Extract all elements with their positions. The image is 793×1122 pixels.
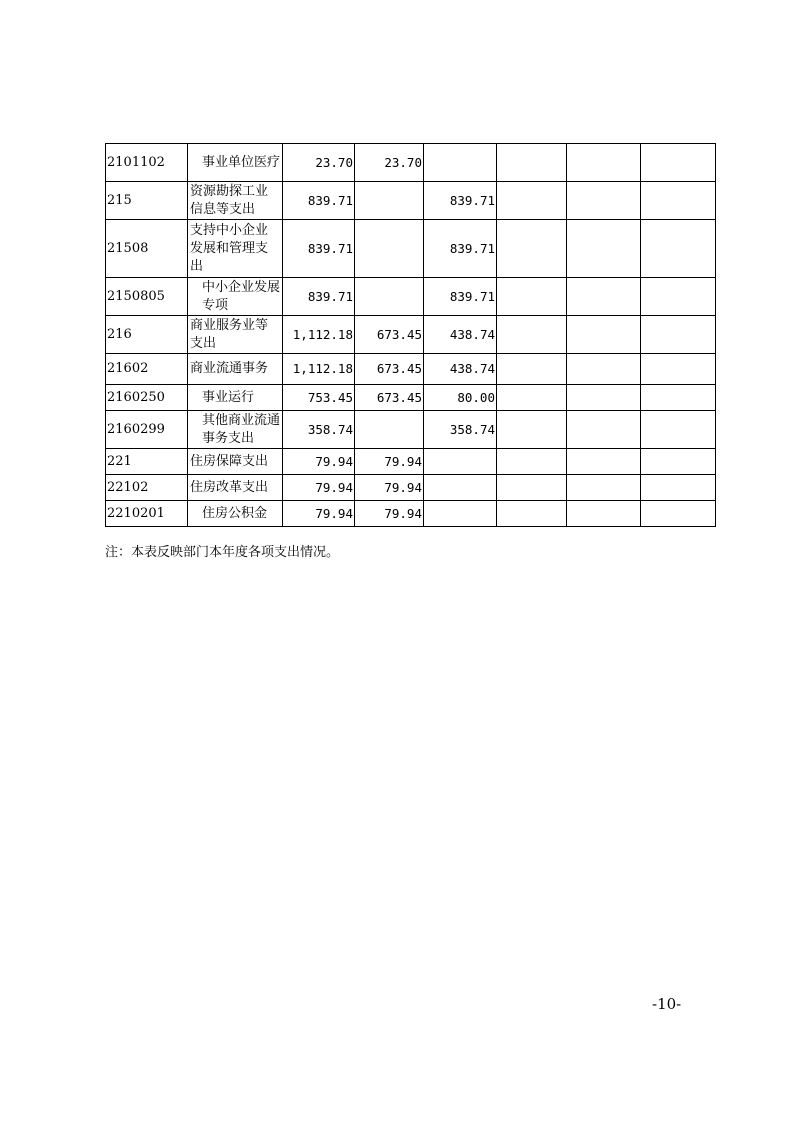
code-cell: 2160299: [106, 411, 188, 449]
basic-cell: 79.94: [355, 475, 424, 501]
total-cell: 1,112.18: [283, 354, 355, 385]
name-cell: 中小企业发展专项: [188, 278, 283, 316]
project-cell: [424, 501, 497, 527]
name-cell: 商业流通事务: [188, 354, 283, 385]
col6-cell: [641, 449, 716, 475]
table-note: 注：本表反映部门本年度各项支出情况。: [105, 545, 340, 560]
table-row: [106, 144, 716, 182]
table-row: [106, 449, 716, 475]
col5-cell: [567, 144, 641, 182]
project-cell: 839.71: [424, 182, 497, 220]
project-cell: [424, 144, 497, 182]
project-cell: 80.00: [424, 385, 497, 411]
total-cell: 358.74: [283, 411, 355, 449]
col4-cell: [497, 278, 567, 316]
basic-cell: 673.45: [355, 385, 424, 411]
basic-cell: [355, 278, 424, 316]
total-cell: 79.94: [283, 501, 355, 527]
name-cell: 资源勘探工业信息等支出: [188, 182, 283, 220]
col5-cell: [567, 354, 641, 385]
col4-cell: [497, 354, 567, 385]
expenditure-table: [105, 143, 716, 527]
col5-cell: [567, 475, 641, 501]
total-cell: 1,112.18: [283, 316, 355, 354]
total-cell: 23.70: [283, 144, 355, 182]
code-cell: 221: [106, 449, 188, 475]
table-row: [106, 278, 716, 316]
col4-cell: [497, 316, 567, 354]
table-row: [106, 220, 716, 278]
code-cell: 21508: [106, 220, 188, 278]
total-cell: 79.94: [283, 475, 355, 501]
basic-cell: [355, 220, 424, 278]
code-cell: 21602: [106, 354, 188, 385]
name-cell: 事业运行: [188, 385, 283, 411]
table-row: [106, 501, 716, 527]
col6-cell: [641, 220, 716, 278]
code-cell: 216: [106, 316, 188, 354]
table-body: [106, 144, 716, 527]
col6-cell: [641, 182, 716, 220]
project-cell: 438.74: [424, 354, 497, 385]
col4-cell: [497, 475, 567, 501]
code-cell: 2210201: [106, 501, 188, 527]
basic-cell: 673.45: [355, 354, 424, 385]
name-cell: 事业单位医疗: [188, 144, 283, 182]
col4-cell: [497, 501, 567, 527]
col6-cell: [641, 501, 716, 527]
name-cell: 其他商业流通事务支出: [188, 411, 283, 449]
code-cell: 2160250: [106, 385, 188, 411]
total-cell: 753.45: [283, 385, 355, 411]
col6-cell: [641, 354, 716, 385]
col6-cell: [641, 475, 716, 501]
name-cell: 住房公积金: [188, 501, 283, 527]
col4-cell: [497, 449, 567, 475]
col5-cell: [567, 449, 641, 475]
name-cell: 住房改革支出: [188, 475, 283, 501]
col6-cell: [641, 144, 716, 182]
col5-cell: [567, 316, 641, 354]
col4-cell: [497, 220, 567, 278]
basic-cell: 79.94: [355, 449, 424, 475]
project-cell: 358.74: [424, 411, 497, 449]
col4-cell: [497, 411, 567, 449]
table-row: [106, 475, 716, 501]
code-cell: 2150805: [106, 278, 188, 316]
table-row: [106, 354, 716, 385]
code-cell: 22102: [106, 475, 188, 501]
basic-cell: 23.70: [355, 144, 424, 182]
code-cell: 215: [106, 182, 188, 220]
col6-cell: [641, 411, 716, 449]
col5-cell: [567, 411, 641, 449]
table-row: [106, 316, 716, 354]
project-cell: [424, 475, 497, 501]
code-cell: 2101102: [106, 144, 188, 182]
name-cell: 商业服务业等支出: [188, 316, 283, 354]
col6-cell: [641, 385, 716, 411]
project-cell: [424, 449, 497, 475]
col5-cell: [567, 278, 641, 316]
total-cell: 79.94: [283, 449, 355, 475]
total-cell: 839.71: [283, 182, 355, 220]
basic-cell: 79.94: [355, 501, 424, 527]
total-cell: 839.71: [283, 278, 355, 316]
col5-cell: [567, 220, 641, 278]
table-row: [106, 411, 716, 449]
project-cell: 839.71: [424, 220, 497, 278]
name-cell: 支持中小企业发展和管理支出: [188, 220, 283, 278]
table-row: [106, 385, 716, 411]
col5-cell: [567, 501, 641, 527]
total-cell: 839.71: [283, 220, 355, 278]
table-row: [106, 182, 716, 220]
project-cell: 438.74: [424, 316, 497, 354]
col4-cell: [497, 144, 567, 182]
name-cell: 住房保障支出: [188, 449, 283, 475]
page-number: -10-: [652, 995, 682, 1013]
basic-cell: 673.45: [355, 316, 424, 354]
col6-cell: [641, 278, 716, 316]
basic-cell: [355, 411, 424, 449]
col5-cell: [567, 385, 641, 411]
basic-cell: [355, 182, 424, 220]
col6-cell: [641, 316, 716, 354]
col4-cell: [497, 385, 567, 411]
project-cell: 839.71: [424, 278, 497, 316]
col4-cell: [497, 182, 567, 220]
col5-cell: [567, 182, 641, 220]
